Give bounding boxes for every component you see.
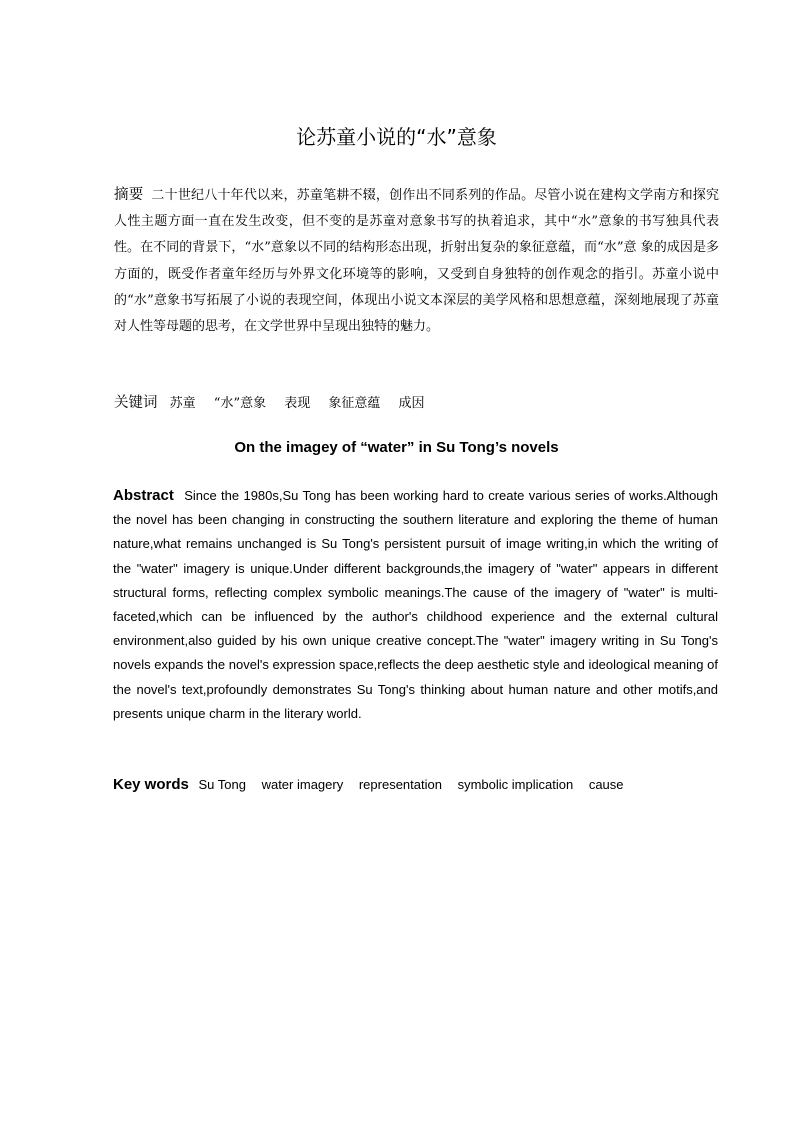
english-keywords-label: Key words	[113, 776, 189, 793]
english-keywords	[113, 774, 718, 796]
english-abstract-text: Since the 1980s,Su Tong has been working hard to create various series of works.Although the novel has been changing in constructing the southern literature and exploring the theme of human nature,what remains unchanged is Su Tong's persistent pursuit of image writing,in which the writing of the "water" imagery is unique.Under different backgrounds,the imagery of "water" appears in different structural forms, reflecting complex symbolic meanings.The cause of the imagery of "water" is multi-faceted,which can be influenced by the author's childhood experience and the external cultural environment,also guided by his own unique creative concept.The "water" imagery writing in Su Tong's novels expands the novel's expression space,reflects the deep aesthetic style and ideological meaning of the novel's text,profoundly demonstrates Su Tong's thinking about human nature and other motifs,and presents unique charm in the literary world.	[113, 488, 718, 721]
english-keyword: cause	[588, 777, 624, 792]
chinese-keywords-label: 关键词	[114, 395, 158, 411]
chinese-keyword: 苏童	[169, 396, 196, 411]
english-keyword: Su Tong	[198, 777, 246, 792]
chinese-abstract-label: 摘要	[114, 187, 144, 203]
english-keyword: symbolic implication	[457, 777, 574, 792]
english-title: On the imagey of “water” in Su Tong’s novels	[234, 439, 559, 456]
chinese-keywords	[114, 392, 719, 415]
chinese-keyword: 象征意蕴	[328, 396, 381, 411]
english-abstract	[113, 484, 718, 726]
chinese-title: 论苏童小说的“水”意象	[296, 125, 497, 149]
english-abstract-label: Abstract	[113, 487, 174, 504]
chinese-keyword: “水”意象	[213, 396, 267, 411]
chinese-abstract-text: 二十世纪八十年代以来，苏童笔耕不辍，创作出不同系列的作品。尽管小说在建构文学南方和探究人性主题方面一直在发生改变，但不变的是苏童对意象书写的执着追求，其中“水”意象的书写独具代表性。在不同的背景下，“水”意象以不同的结构形态出现，折射出复杂的象征意蕴，而“水”意 象的成因是多方面的，既受作者童年经历与外界文化环境等的影响，又受到自身独特的创作观念的指引。苏童小说中的“水”意象书写拓展了小说的表现空间，体现出小说文本深层的美学风格和思想意蕴，深刻地展现了苏童对人性等母题的思考，在文学世界中呈现出独特的魅力。	[114, 188, 719, 335]
english-keyword: water imagery	[261, 777, 344, 792]
chinese-keyword: 表现	[284, 396, 311, 411]
english-keyword: representation	[358, 777, 442, 792]
chinese-keyword: 成因	[398, 396, 425, 411]
chinese-abstract	[114, 182, 719, 340]
